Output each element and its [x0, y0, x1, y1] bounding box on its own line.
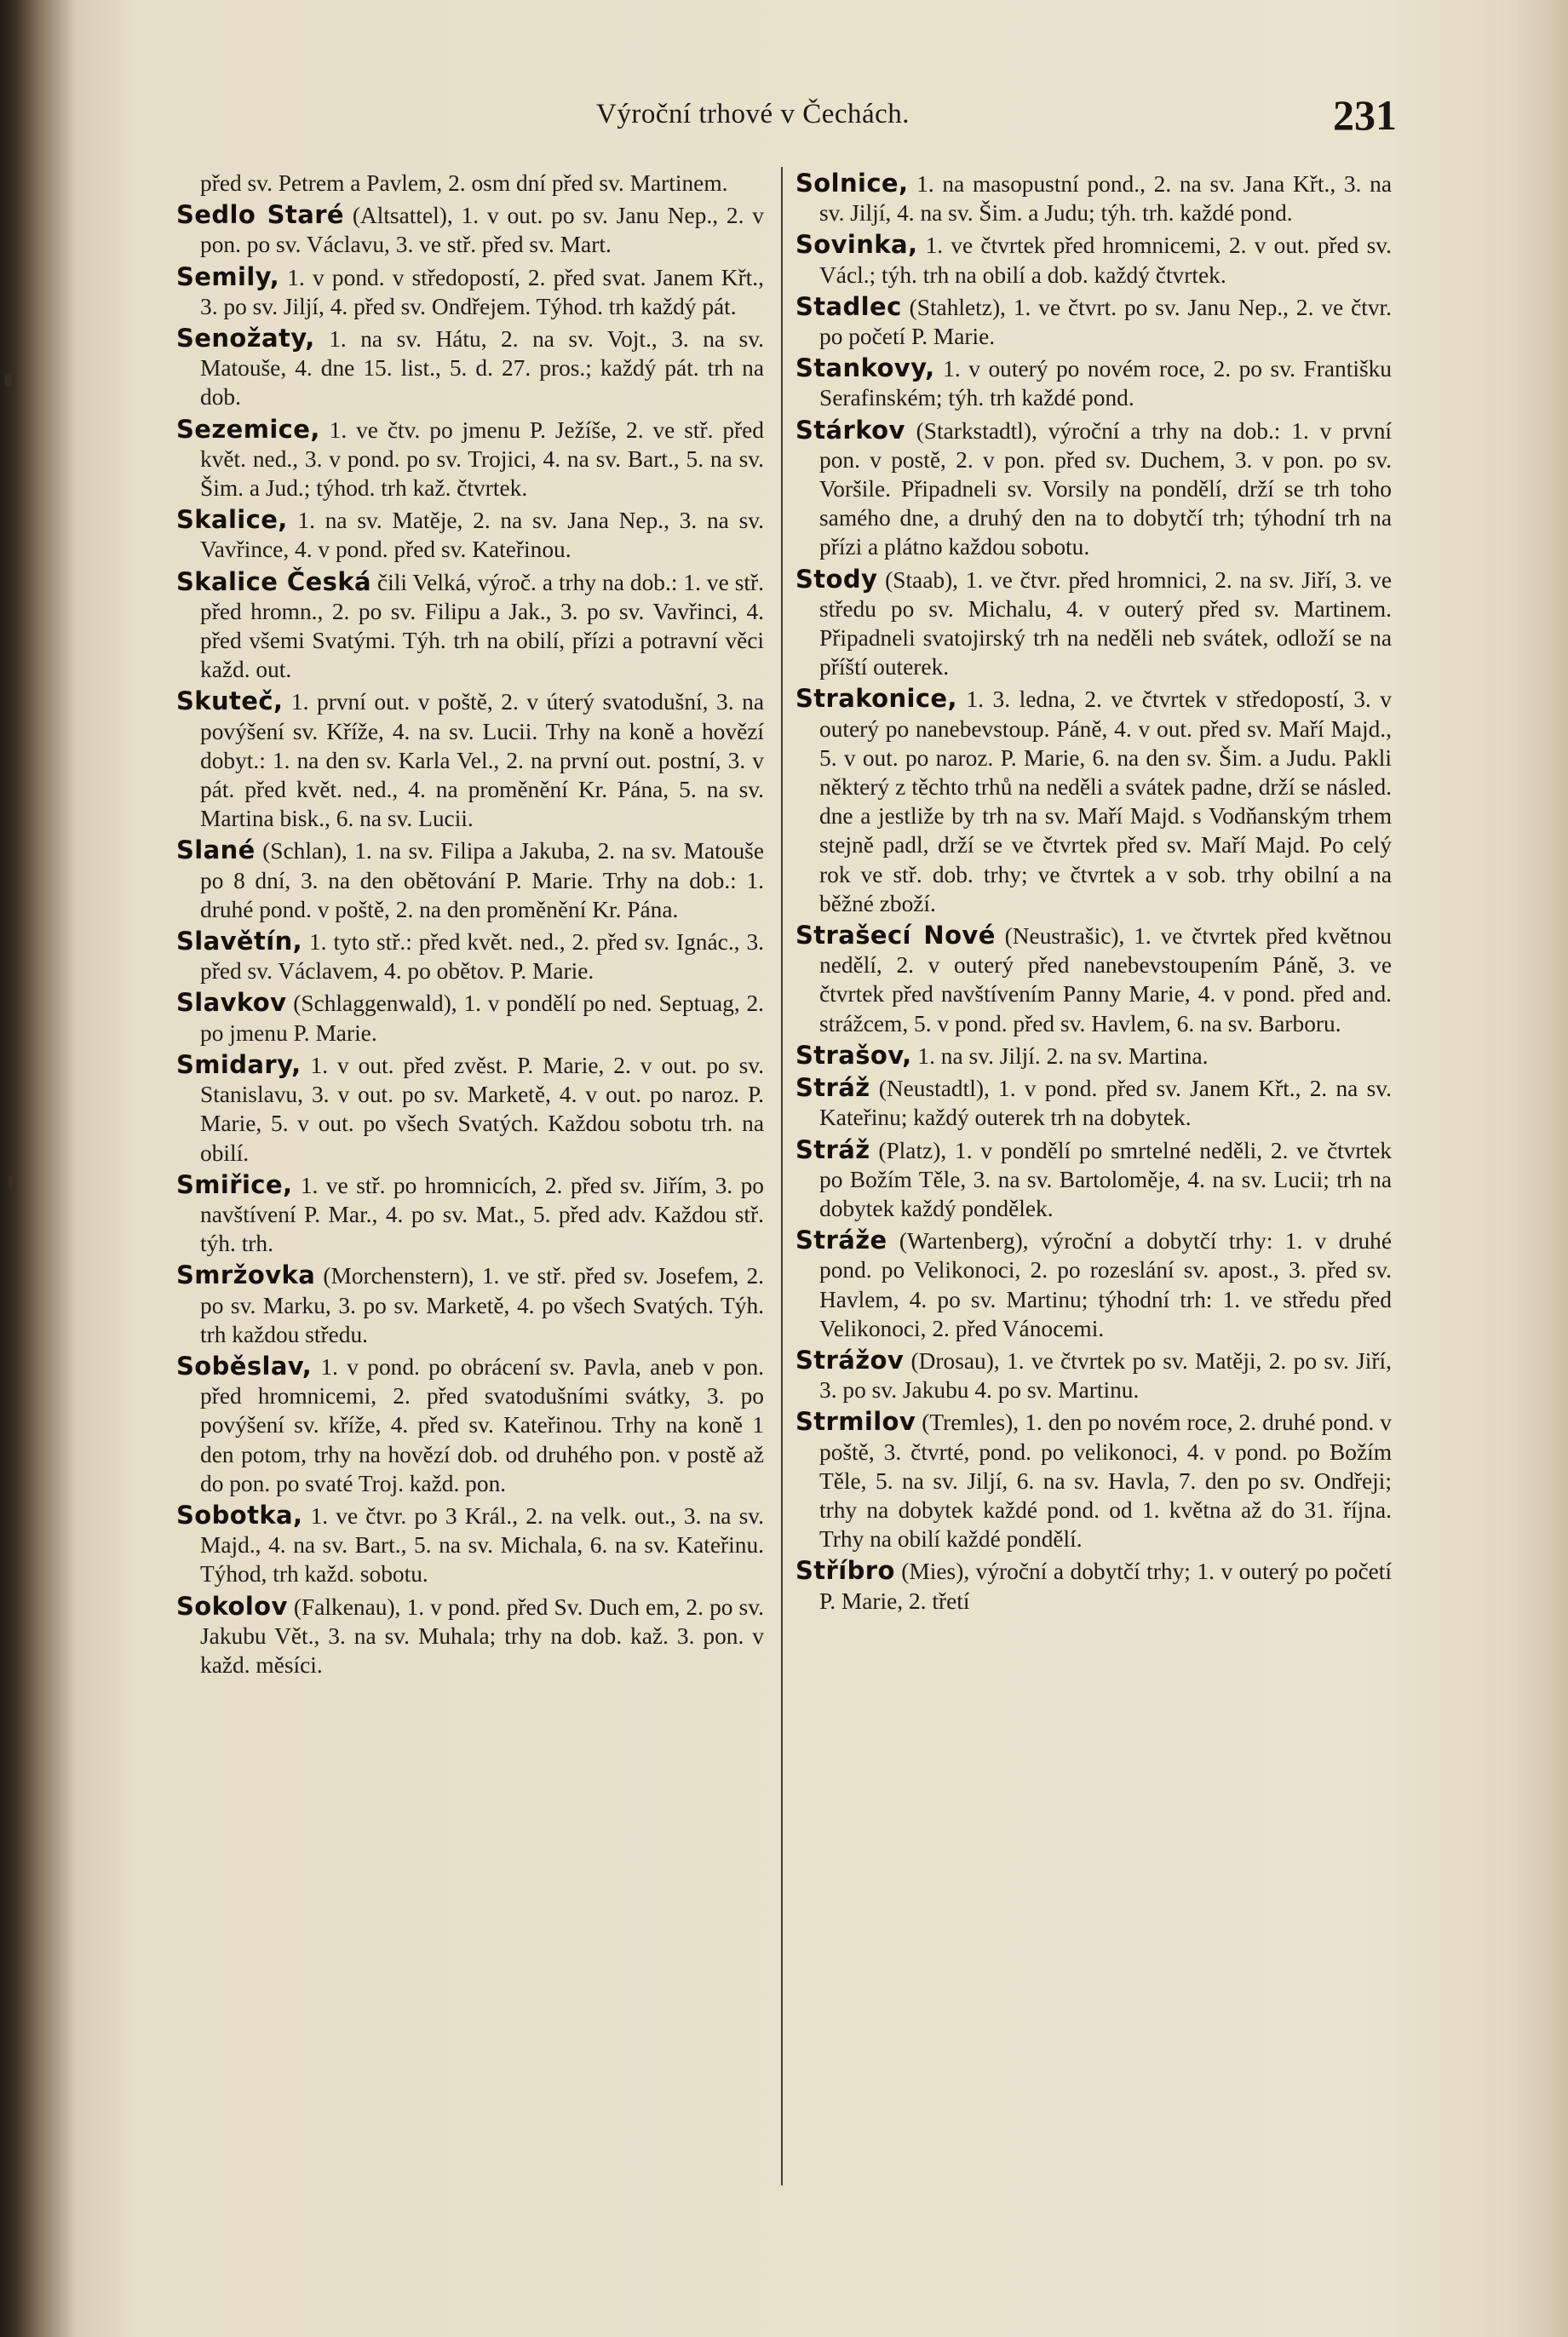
- entry-text: (Altsattel), 1. v out. po sv. Janu Nep., 2. v pon. po sv. Václavu, 3. ve stř. před sv. Mart.: [200, 203, 764, 258]
- entry-headword: Stráž: [795, 1073, 870, 1103]
- gazetteer-entry: [176, 686, 764, 833]
- gazetteer-entry: [795, 1346, 1392, 1404]
- right-column: [795, 169, 1392, 2281]
- gazetteer-entry: [176, 835, 764, 924]
- entry-text: (Staab), 1. ve čtvr. před hromnici, 2. na sv. Jiří, 3. ve středu po sv. Michalu, 4. v outerý před sv. Martinem. Připadneli svatojirský trh na neděli neb svátek, odloží se na příští outerek.: [819, 566, 1392, 680]
- entry-text: 1. 3. ledna, 2. ve čtvrtek v středopostí, 3. v outerý po nanebevstoup. Páně, 4. v out. před sv. Maří Majd., 5. v out. po naroz. P. Marie, 6. na den sv. Šim. a Judu. Pakli některý z těchto trhů na neděli a svátek padne, drží se násled. dne a jestliže by trh na sv. Maří Majd. s Vodňanským trhem stejně padl, drží se ve čtvrtek před sv. Maří Majd. Po celý rok ve stř. dob. trhy; ve čtvrtek a v sob. trhy obilní a na běžné zboží.: [819, 686, 1392, 916]
- entry-headword: Slané: [176, 835, 256, 865]
- entry-headword: Solnice,: [795, 169, 909, 198]
- entry-text: 1. ve stř. po hromnicích, 2. před sv. Jiřím, 3. po navštívení P. Mar., 4. po sv. Mat., 5. před adv. Každou stř. týh. trh.: [200, 1172, 764, 1257]
- gazetteer-entry: [795, 565, 1392, 682]
- entry-text: 1. ve čtvr. po 3 Král., 2. na velk. out., 3. na sv. Majd., 4. na sv. Bart., 5. na sv. Michala, 6. na sv. Kateřinu. Týhod, trh každ. sobotu.: [200, 1502, 764, 1588]
- entry-text: (Mies), výroční a dobytčí trhy; 1. v outerý po početí P. Marie, 2. třetí: [819, 1559, 1392, 1614]
- entry-headword: Smržovka: [176, 1260, 316, 1290]
- gazetteer-entry: [176, 505, 764, 564]
- gazetteer-entry: [795, 1073, 1392, 1132]
- gazetteer-entry: [795, 1041, 1392, 1071]
- entry-headword: Stadlec: [795, 291, 902, 321]
- running-title: Výroční trhové v Čechách.: [596, 99, 910, 129]
- gazetteer-entry: [176, 1050, 764, 1168]
- gazetteer-entry: [176, 988, 764, 1047]
- entry-headword: Sobotka,: [176, 1500, 303, 1530]
- entry-text: 1. v outerý po novém roce, 2. po sv. Františku Serafinském; týh. trh každé pond.: [819, 356, 1392, 411]
- gazetteer-entry: [176, 1260, 764, 1349]
- binding-mark: [9, 1175, 15, 1187]
- entry-headword: Stráže: [795, 1226, 887, 1255]
- entry-headword: Sokolov: [176, 1591, 288, 1621]
- entry-headword: Sedlo Staré: [176, 200, 344, 230]
- entry-headword: Strašov,: [795, 1040, 912, 1070]
- gazetteer-entry: [176, 567, 764, 685]
- gazetteer-entry: [176, 1592, 764, 1680]
- entry-text: (Drosau), 1. ve čtvrtek po sv. Matěji, 2. po sv. Jiří, 3. po sv. Jakubu 4. po sv. Martinu.: [819, 1347, 1392, 1404]
- entry-headword: Sezemice,: [176, 414, 320, 444]
- entry-headword: Semily,: [176, 261, 280, 291]
- gazetteer-entry: [795, 921, 1392, 1038]
- entry-headword: Stříbro: [795, 1556, 895, 1586]
- gazetteer-entry: [176, 324, 764, 412]
- entry-headword: Stankovy,: [795, 353, 935, 383]
- entry-text: (Tremles), 1. den po novém roce, 2. druhé pond. v poště, 3. čtvrté, pond. po velikonoci, 4. v pond. po Božím Těle, 5. na sv. Jiljí, 6. na sv. Havla, 7. den po sv. Ondřeji; trhy na dobytek každé pond. od 1. května až do 31. října. Trhy na obilí každé pondělí.: [819, 1410, 1392, 1553]
- entry-text: (Neustrašic), 1. ve čtvrtek před květnou nedělí, 2. v outerý před nanebevstoupením Páně, 3. ve čtvrtek před navštívením Panny Marie, 4. v pond. před and. strážcem, 5. v pond. před sv. Havlem, 6. na sv. Barboru.: [819, 923, 1392, 1036]
- gazetteer-entry: [795, 1407, 1392, 1553]
- entry-text: 1. ve čtvrtek před hromnicemi, 2. v out. před sv. Václ.; týh. trh na obilí a dob. každý čtvrtek.: [819, 233, 1392, 288]
- gazetteer-entry: [795, 1556, 1392, 1615]
- entry-text: 1. ve čtv. po jmenu P. Ježíše, 2. ve stř. před květ. ned., 3. v pond. po sv. Trojici, 4. na sv. Bart., 5. na sv. Šim. a Jud.; týhod. trh kaž. čtvrtek.: [200, 416, 764, 502]
- entry-headword: Stárkov: [795, 415, 905, 445]
- entry-headword: Soběslav,: [176, 1351, 313, 1381]
- gazetteer-entry: [795, 416, 1392, 562]
- entry-headword: Stráž: [795, 1134, 870, 1164]
- entry-headword: Slavkov: [176, 988, 287, 1018]
- gazetteer-entry: [795, 684, 1392, 918]
- gazetteer-entry: [795, 292, 1392, 351]
- entry-headword: Skalice Česká: [176, 566, 371, 596]
- page-header: [170, 90, 1397, 141]
- entry-text: (Schlaggenwald), 1. v pondělí po ned. Septuag, 2. po jmenu P. Marie.: [200, 990, 764, 1046]
- gazetteer-entry: [795, 353, 1392, 412]
- gazetteer-entry: [795, 169, 1392, 227]
- entry-text: 1. v pond. po obrácení sv. Pavla, aneb v pon. před hromnicemi, 2. před svatodušními svátky, 3. po povýšení sv. kříže, 4. před sv. Kateřinou. Trhy na koně 1 den potom, trhy na hovězí dob. od druhého pon. v postě až do pon. po svaté Troj. každ. pon.: [200, 1353, 764, 1496]
- gazetteer-entry: [795, 230, 1392, 289]
- entry-headword: Strmilov: [795, 1407, 916, 1437]
- entry-text: 1. na sv. Jiljí. 2. na sv. Martina.: [911, 1042, 1209, 1069]
- entry-text: (Starkstadtl), výroční a trhy na dob.: 1. v první pon. v postě, 2. v pon. před sv. Duchem, 3. v pon. po sv. Voršile. Připadneli sv. Vorsily na pondělí, drží se trh toho samého dne, a druhý den na to dobytčí trh; týhodní trh na přízi a plátno každou sobotu.: [819, 417, 1392, 560]
- left-column: [176, 169, 764, 2281]
- column-divider: [781, 167, 783, 2185]
- entry-text: 1. v out. před zvěst. P. Marie, 2. v out. po sv. Stanislavu, 3. v out. po sv. Marketě, 4. v out. po naroz. P. Marie, 5. v out. po všech Svatých. Každou sobotu trh. na obilí.: [200, 1052, 764, 1166]
- gazetteer-entry: [176, 1170, 764, 1259]
- entry-text: (Falkenau), 1. v pond. před Sv. Duch em, 2. po sv. Jakubu Vět., 3. na sv. Muhala; trhy na dob. kaž. 3. pon. v každ. měsíci.: [200, 1593, 764, 1678]
- entry-text: před sv. Petrem a Pavlem, 2. osm dní před sv. Martinem.: [200, 170, 728, 196]
- entry-text: (Stahletz), 1. ve čtvrt. po sv. Janu Nep., 2. ve čtvr. po početí P. Marie.: [819, 294, 1392, 350]
- entry-headword: Smiřice,: [176, 1169, 293, 1199]
- entry-headword: Skuteč,: [176, 686, 284, 716]
- gazetteer-entry: [176, 262, 764, 321]
- entry-text: (Wartenberg), výroční a dobytčí trhy: 1. v druhé pond. po Velikonoci, 2. po rozeslání sv. apost., 3. před sv. Havlem, 4. po sv. Martinu; týhodní trh: 1. ve středu před Velikonoci, 2. před Vánocemi.: [819, 1228, 1392, 1341]
- entry-text: (Neustadtl), 1. v pond. před sv. Janem Křt., 2. na sv. Kateřinu; každý outerek trh na dobytek.: [819, 1076, 1392, 1131]
- gazetteer-entry: [176, 200, 764, 259]
- gazetteer-entry: [176, 1501, 764, 1589]
- entry-text: 1. na sv. Hátu, 2. na sv. Vojt., 3. na sv. Matouše, 4. dne 15. list., 5. d. 27. pros.; každý pát. trh na dob.: [200, 326, 764, 411]
- entry-text: 1. tyto stř.: před květ. ned., 2. před sv. Ignác., 3. před sv. Václavem, 4. po obětov. P. Marie.: [200, 929, 764, 985]
- gazetteer-entry: [176, 927, 764, 985]
- entry-headword: Strážov: [795, 1345, 905, 1375]
- entry-headword: Strakonice,: [795, 684, 957, 714]
- entry-headword: Smidary,: [176, 1049, 302, 1079]
- entry-text: čili Velká, výroč. a trhy na dob.: 1. ve stř. před hromn., 2. po sv. Filipu a Jak., 3. po sv. Vavřinci, 4. před všemi Svatými. Týh. trh na obilí, přízi a potravní věci každ. out.: [200, 569, 764, 683]
- entry-headword: Skalice,: [176, 505, 288, 535]
- entry-headword: Strašecí Nové: [795, 921, 996, 950]
- page-number: 231: [1333, 91, 1397, 139]
- entry-text: (Schlan), 1. na sv. Filipa a Jakuba, 2. na sv. Matouše po 8 dní, 3. na den obětování P. Marie. Trhy na dob.: 1. druhé pond. v poště, 2. na den proměnění Kr. Pána.: [200, 838, 764, 922]
- entry-text: 1. na sv. Matěje, 2. na sv. Jana Nep., 3. na sv. Vavřince, 4. v pond. před sv. Kateřinou.: [200, 508, 764, 563]
- entry-headword: Senožaty,: [176, 324, 315, 353]
- entry-headword: Slavětín,: [176, 927, 303, 956]
- gazetteer-entry: [176, 415, 764, 503]
- entry-text: (Platz), 1. v pondělí po smrtelné neděli, 2. ve čtvrtek po Božím Těle, 3. na sv. Bartoloměje, 4. na sv. Lucii; trh na dobytek každý pondělek.: [819, 1137, 1392, 1221]
- gazetteer-entry: [795, 1135, 1392, 1224]
- gazetteer-entry: [176, 1352, 764, 1498]
- entry-text: 1. na masopustní pond., 2. na sv. Jana Křt., 3. na sv. Jiljí, 4. na sv. Šim. a Judu; týh. trh. každé pond.: [819, 171, 1392, 227]
- entry-headword: Stody: [795, 564, 878, 594]
- entry-text: (Morchenstern), 1. ve stř. před sv. Josefem, 2. po sv. Marku, 3. po sv. Marketě, 4. po všech Svatých. Týh. trh každou středu.: [200, 1263, 764, 1347]
- entry-text: 1. první out. v poště, 2. v úterý svatodušní, 3. na povýšení sv. Kříže, 4. na sv. Lucii. Trhy na koně a hovězí dobyt.: 1. na den sv. Karla Vel., 2. na první out. postní, 3. v pát. před květ. ned., 4. na proměnění Kr. Pána, 5. na sv. Martina bisk., 6. na sv. Lucii.: [200, 689, 764, 832]
- entry-text: 1. v pond. v středopostí, 2. před svat. Janem Křt., 3. po sv. Jiljí, 4. před sv. Ondřejem. Týhod. trh každý pát.: [200, 264, 764, 319]
- binding-mark: [5, 375, 12, 387]
- gazetteer-entry: [795, 1226, 1392, 1343]
- entry-headword: Sovinka,: [795, 230, 918, 260]
- gazetteer-entry: [176, 169, 764, 198]
